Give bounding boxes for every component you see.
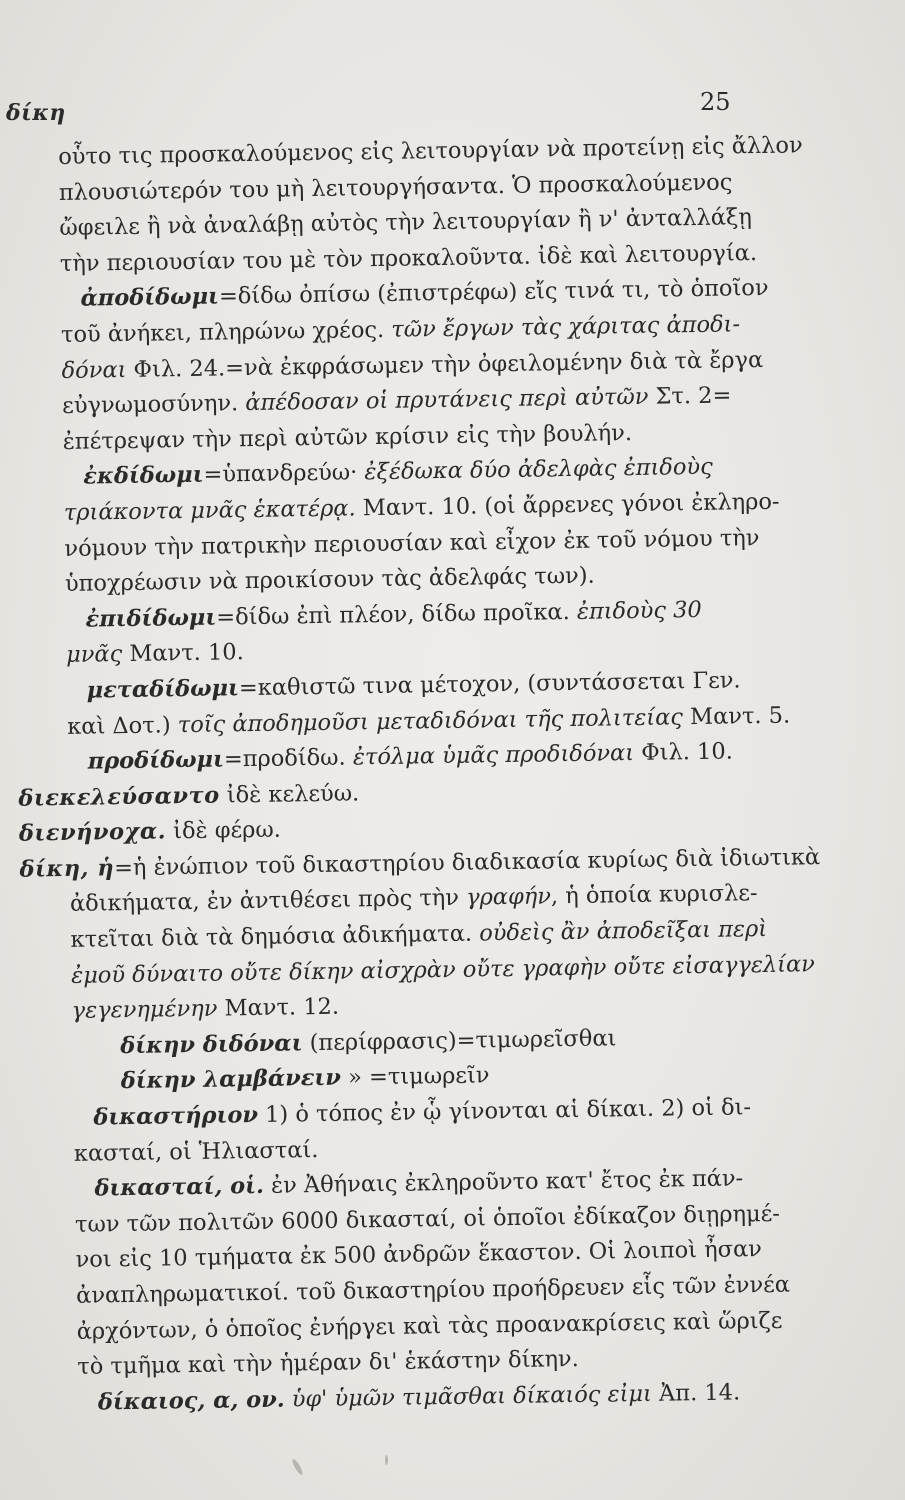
citation-text: ἐπιδοὺς 30 — [576, 596, 702, 625]
citation-text: γεγενημένην — [71, 995, 225, 1025]
line-text: =ἡ ἐνώπιον τοῦ δικαστηρίου διαδικασία κυρίως διὰ ἰδιωτικὰ — [113, 843, 821, 882]
citation-text: ὑφ' ὑμῶν τιμᾶσθαι δίκαιός εἰμι — [291, 1380, 660, 1413]
citation-text: δόναι — [61, 356, 134, 384]
citation-text: τῶν ἔργων τὰς χάριτας ἀποδι- — [391, 311, 741, 343]
entry-headword: δίκην διδόναι — [120, 1030, 303, 1059]
line-text: οὗτο τις προσκαλούμενος εἰς λειτουργίαν νὰ προτείνῃ εἰς ἄλλον — [58, 132, 803, 170]
line-text: ἀρχόντων, ὁ ὁποῖος ἐνήργει καὶ τὰς προανακρίσεις καὶ ὥριζε — [76, 1307, 783, 1345]
line-text: » =τιμωρεῖν — [340, 1062, 490, 1092]
line-text: Ἀπ. 14. — [658, 1379, 741, 1407]
line-text: τοῦ ἀνήκει, πληρώνω χρέος. — [60, 316, 392, 348]
line-text: κασταί, οἱ Ἡλιασταί. — [73, 1136, 319, 1167]
citation-text: ἐτόλμα ὑμᾶς προδιδόναι — [352, 740, 642, 771]
page-number: 25 — [700, 88, 731, 116]
citation-text: ἐμοῦ δύναιτο οὔτε δίκην αἰσχρὰν οὔτε γραφὴν οὔτε εἰσαγγελίαν — [70, 950, 816, 989]
line-text: πλουσιώτερόν του μὴ λειτουργήσαντα. Ὁ προσκαλούμενος — [58, 169, 733, 206]
line-text: (περίφρασις)=τιμωρεῖσθαι — [302, 1025, 617, 1057]
running-head: δίκη — [6, 100, 66, 126]
citation-text: μνᾶς — [65, 641, 130, 669]
citation-text: ἐξέδωκα δύο ἀδελφὰς ἐπιδοὺς — [364, 454, 713, 486]
line-text: =ὑπανδρεύω· — [203, 459, 365, 489]
line-text: 1) ὁ τόπος ἐν ᾧ γίνονται αἱ δίκαι. 2) οἱ δι- — [257, 1094, 752, 1129]
line-text: νοι εἰς 10 τμήματα ἐκ 500 ἀνδρῶν ἕκαστον. Οἱ λοιποὶ ἦσαν — [75, 1236, 763, 1274]
entry-headword: ἐκδίδωμι — [83, 462, 204, 490]
line-text: Φιλ. 24.=νὰ ἐκφράσωμεν τὴν ὀφειλομένην διὰ τὰ ἔργα — [133, 346, 764, 383]
line-text: Μαντ. 10. (οἱ ἄρρενες γόνοι ἐκληρο- — [362, 488, 780, 522]
line-text: κτεῖται διὰ τὰ δημόσια ἀδικήματα. — [70, 920, 480, 953]
line-text: Φιλ. 10. — [641, 738, 734, 767]
entry-headword: δικαστήριον — [93, 1102, 259, 1131]
entry-headword: δίκην λαμβάνειν — [120, 1065, 342, 1095]
entry-headword: προδίδωμι — [87, 746, 225, 775]
scan-speck — [291, 1458, 304, 1476]
line-text: =καθιστῶ τινα μέτοχον, (συντάσσεται Γεν. — [238, 667, 741, 702]
line-text: ἐν Ἀθήναις ἐκληροῦντο κατ' ἔτος ἐκ πάν- — [263, 1165, 744, 1200]
line-text: εὐγνωμοσύνην. — [61, 390, 246, 420]
line-text: τὴν περιουσίαν του μὲ τὸν προκαλοῦντα. ἰδὲ καὶ λειτουργία. — [59, 239, 758, 277]
citation-text: γραφήν — [465, 883, 552, 912]
dictionary-text-block — [18, 129, 821, 1421]
entry-headword: διενήνοχα. — [18, 818, 167, 847]
line-text: ὤφειλε ἢ νὰ ἀναλάβῃ αὐτὸς τὴν λειτουργίαν ἢ ν' ἀνταλλάξῃ — [59, 204, 753, 242]
citation-text: οὐδεὶς ἂν ἀποδεῖξαι περὶ — [479, 916, 768, 947]
line-text: ἰδὲ κελεύω. — [219, 780, 360, 809]
line-text: =δίδω ἐπὶ πλέον, δίδω προῖκα. — [216, 598, 578, 631]
line-text: ὑποχρέωσιν νὰ προικίσουν τὰς ἀδελφάς των). — [64, 562, 595, 598]
line-text: των τῶν πολιτῶν 6000 δικασταί, οἱ ὁποῖοι ἐδίκαζον διῃρημέ- — [74, 1200, 781, 1238]
entry-headword: δικασταί, οἱ. — [94, 1173, 265, 1202]
citation-text: τριάκοντα μνᾶς ἑκατέρᾳ. — [63, 495, 364, 526]
entry-headword: ἀποδίδωμι — [80, 283, 220, 313]
line-text: Μαντ. 12. — [224, 993, 340, 1022]
line-text: καὶ Δοτ.) — [67, 711, 178, 740]
scan-speck — [385, 1455, 388, 1465]
line-text: ἀναπληρωματικοί. τοῦ δικαστηρίου προήδρευεν εἷς τῶν ἐννέα — [75, 1271, 791, 1309]
entry-headword: μεταδίδωμι — [86, 675, 240, 704]
citation-text: ἀπέδοσαν οἱ πρυτάνεις περὶ αὐτῶν — [245, 383, 656, 417]
line-text: Μαντ. 5. — [689, 702, 791, 730]
line-text: ἀδικήματα, ἐν ἀντιθέσει πρὸς τὴν — [69, 885, 467, 918]
line-text: =προδίδω. — [223, 744, 354, 773]
line-text: Μαντ. 10. — [129, 639, 244, 668]
entry-headword: ἐπιδίδωμι — [85, 604, 217, 633]
entry-headword: δίκη, ἡ — [19, 855, 115, 883]
entry-headword: διεκελεύσαντο — [18, 782, 220, 812]
line-text: =δίδω ὀπίσω (ἐπιστρέφω) εἴς τινά τι, τὸ ὁποῖον — [218, 275, 769, 310]
line-text: τὸ τμῆμα καὶ τὴν ἡμέραν δι' ἑκάστην δίκην. — [77, 1346, 579, 1381]
line-text: νόμουν τὴν πατρικὴν περιουσίαν καὶ εἶχον ἐκ τοῦ νόμου τὴν — [64, 524, 760, 562]
entry-headword: δίκαιος, α, ον. — [97, 1386, 285, 1416]
line-text: Στ. 2= — [655, 382, 732, 410]
citation-text: τοῖς ἀποδημοῦσι μεταδιδόναι τῆς πολιτείας — [177, 703, 691, 738]
line-text: ἰδὲ φέρω. — [165, 816, 282, 845]
line-text: , ἡ ὁποία κυρισλε- — [550, 880, 758, 910]
line-text: ἐπέτρεψαν τὴν περὶ αὐτῶν κρίσιν εἰς τὴν βουλήν. — [62, 419, 633, 455]
